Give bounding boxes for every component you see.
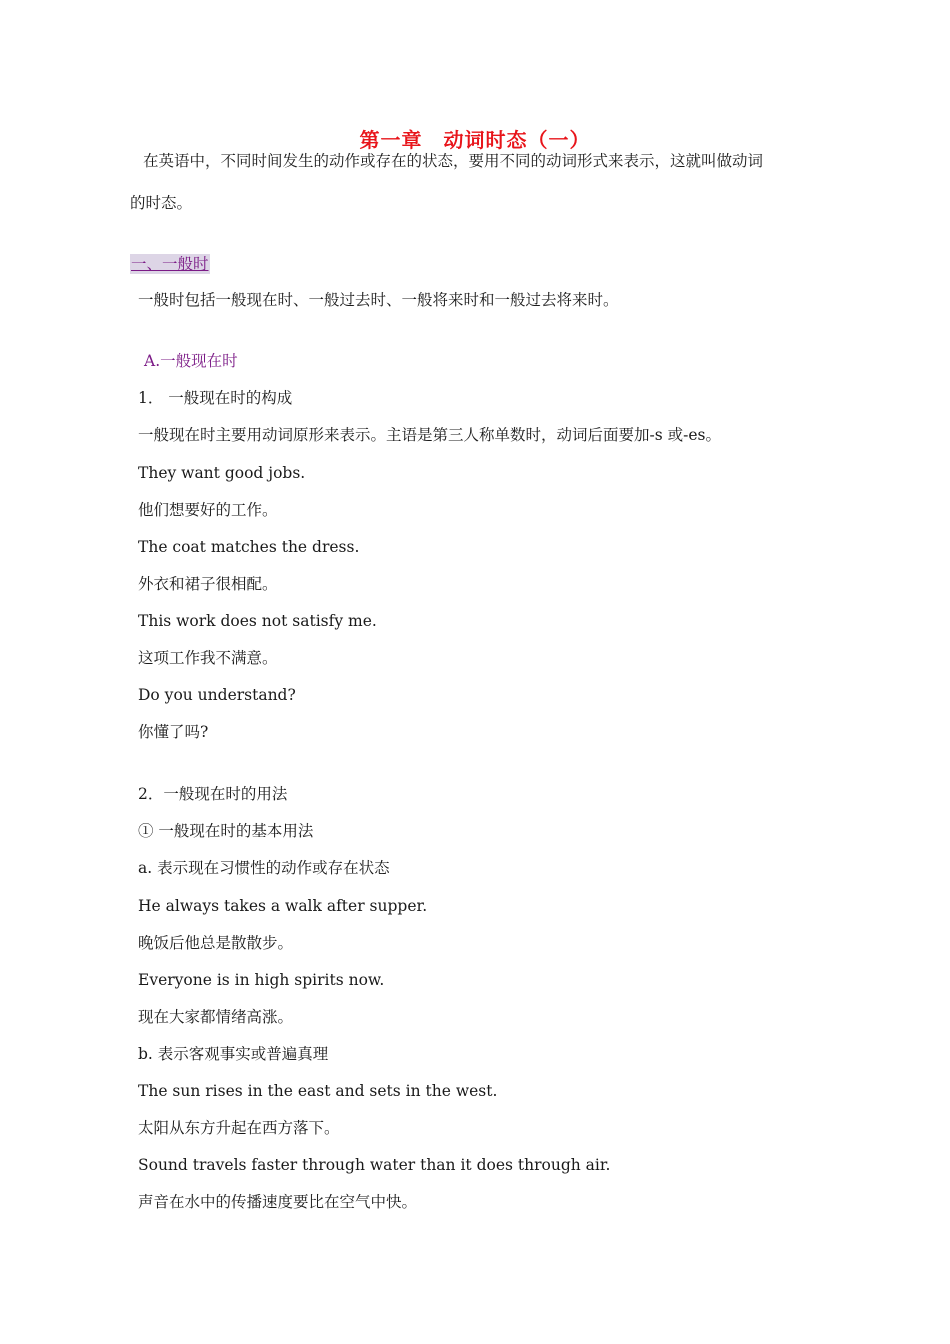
- example-english: They want good jobs.: [138, 464, 306, 482]
- example-chinese: 现在大家都情绪高涨。: [138, 1008, 294, 1026]
- example-chinese: 这项工作我不满意。: [138, 649, 278, 667]
- example-chinese: 你懂了吗?: [138, 723, 209, 741]
- example-chinese: 晚饭后他总是散散步。: [138, 934, 294, 952]
- example-english: The sun rises in the east and sets in the west.: [138, 1082, 498, 1100]
- item-2-heading: 2．一般现在时的用法: [138, 785, 288, 803]
- subsection-heading-present-simple: A.一般现在时: [144, 352, 238, 370]
- example-chinese: 他们想要好的工作。: [138, 501, 278, 519]
- usage-b-heading: b. 表示客观事实或普遍真理: [138, 1045, 329, 1063]
- item-1-description: 一般现在时主要用动词原形来表示。主语是第三人称单数时，动词后面要加-s 或-es。: [138, 426, 721, 444]
- section-summary: 一般时包括一般现在时、一般过去时、一般将来时和一般过去将来时。: [138, 291, 619, 309]
- example-english: The coat matches the dress.: [138, 538, 360, 556]
- example-english: He always takes a walk after supper.: [138, 897, 428, 915]
- example-english: Everyone is in high spirits now.: [138, 971, 385, 989]
- intro-paragraph-line-1: 在英语中，不同时间发生的动作或存在的状态，要用不同的动词形式来表示，这就叫做动词: [143, 152, 764, 170]
- section-heading-general-tense[interactable]: 一、一般时: [131, 255, 209, 273]
- usage-a-heading: a. 表示现在习惯性的动作或存在状态: [138, 859, 390, 877]
- chapter-title: 第一章 动词时态（一）: [359, 128, 591, 152]
- example-english: This work does not satisfy me.: [138, 612, 377, 630]
- example-chinese: 外衣和裙子很相配。: [138, 575, 278, 593]
- example-english: Do you understand?: [138, 686, 296, 704]
- item-2-subheading: ① 一般现在时的基本用法: [138, 822, 314, 840]
- item-1-heading: 1． 一般现在时的构成: [138, 389, 293, 407]
- intro-paragraph-line-2: 的时态。: [130, 194, 193, 212]
- example-chinese: 太阳从东方升起在西方落下。: [138, 1119, 340, 1137]
- example-english: Sound travels faster through water than it does through air.: [138, 1156, 611, 1174]
- example-chinese: 声音在水中的传播速度要比在空气中快。: [138, 1193, 418, 1211]
